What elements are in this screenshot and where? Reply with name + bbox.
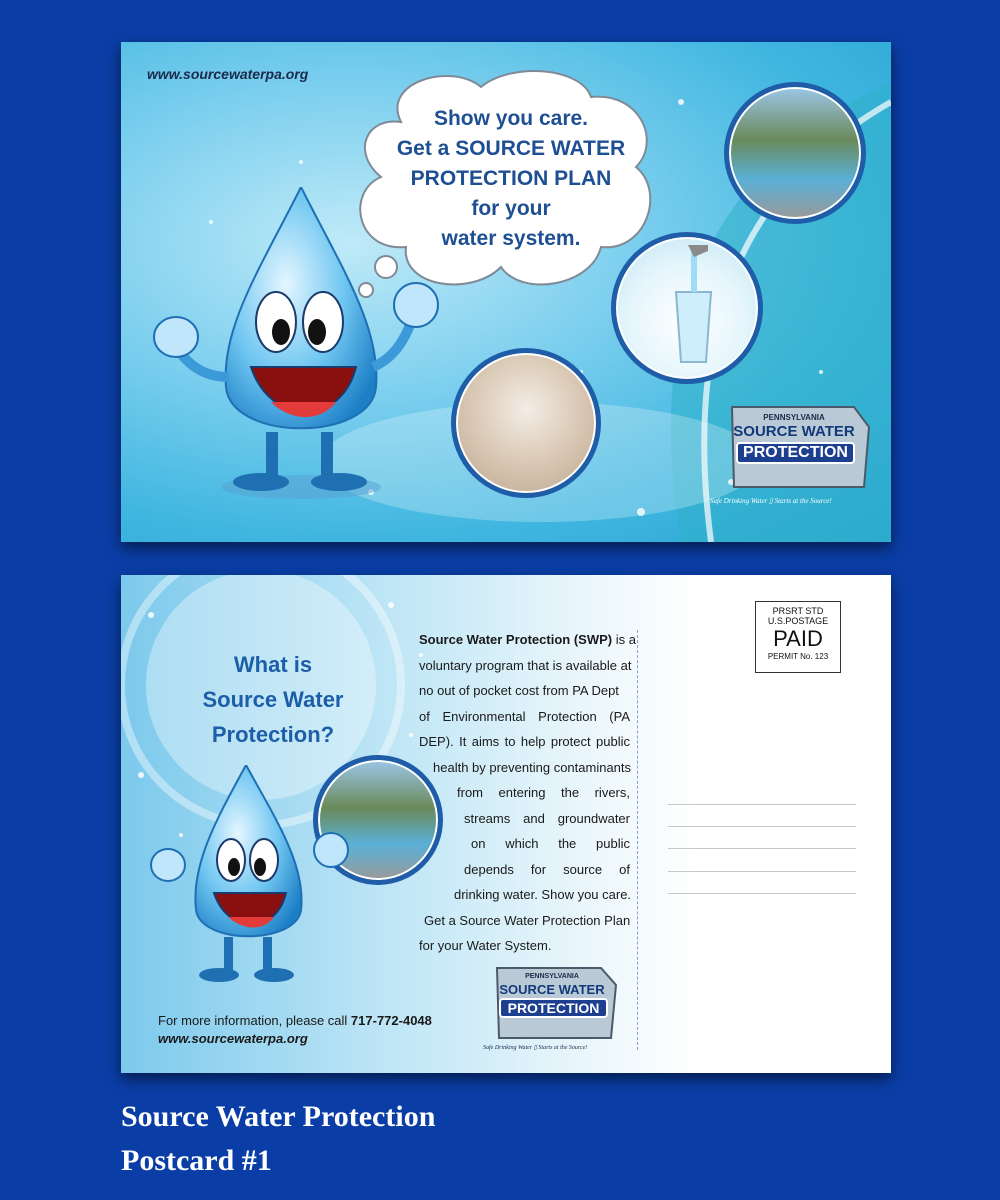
body-line: on which the public [471,836,630,851]
caption-line1: Source Water Protection [121,1100,436,1133]
water-glass-photo [611,232,763,384]
bubble-line: Get a SOURCE WATER [396,137,626,160]
logo-line1: SOURCE WATER [733,423,855,440]
logo-tagline: Safe Drinking Water ▯ Starts at the Source! [710,497,832,505]
logo-line1: SOURCE WATER [499,982,605,997]
stamp-line2: U.S.POSTAGE [767,616,829,626]
body-line: from entering the rivers, [457,785,630,800]
tagline-right: Starts at the Source! [774,497,832,505]
postcard-front [121,42,891,542]
logo-state: PENNSYLVANIA [763,413,825,422]
body-line: no out of pocket cost from PA Dept [419,683,619,698]
address-line [668,826,856,827]
bubble-line: Show you care. [433,107,589,130]
stamp-paid: PAID [773,626,823,651]
back-swp-logo [483,960,621,1070]
address-line [668,871,856,872]
phone-number[interactable]: 717-772-4048 [350,1013,432,1028]
contact-info [158,1013,432,1028]
logo-state: PENNSYLVANIA [525,973,579,980]
body-line: streams and groundwater [464,810,630,826]
tagline-right: Starts at the Source! [538,1045,588,1051]
stamp-line1: PRSRT STD [772,606,824,616]
divider-line [637,630,638,1050]
body-bold: Source Water Protection (SWP) [419,632,613,647]
body-line: of Environmental Protection (PA [419,708,630,724]
logo-line2: PROTECTION [499,998,608,1018]
address-line [668,893,856,894]
body-line: health by preventing contaminants [433,759,632,775]
info-text: For more information, please call [158,1013,351,1028]
mountain-river-photo [724,82,866,224]
bubble-line: PROTECTION PLAN [410,167,612,190]
logo-tagline: Safe Drinking Water ▯ Starts at the Source! [483,1045,588,1051]
address-line [668,804,856,805]
water-drop-mascot-icon [146,765,356,1005]
body-line: is a [612,632,636,647]
address-line [668,848,856,849]
back-website-url[interactable]: www.sourcewaterpa.org [158,1031,308,1046]
back-description [419,627,636,959]
postage-stamp [755,601,841,673]
stamp-permit: PERMIT No. 123 [767,652,829,661]
tagline-left: Safe Drinking Water [483,1045,533,1051]
postcard-back [121,575,891,1073]
water-drop-mascot-icon [151,187,451,517]
title-line: What is [233,652,313,677]
tagline-left: Safe Drinking Water [710,497,768,505]
body-line: Get a Source Water Protection Plan [424,912,631,928]
body-line: voluntary program that is available at [419,657,632,673]
logo-line2: PROTECTION [736,442,855,464]
front-website-url[interactable]: www.sourcewaterpa.org [147,66,309,82]
back-title [173,647,373,752]
family-drinking-water-photo [451,348,601,498]
front-swp-logo [710,397,874,527]
body-line: depends for source of [464,861,630,877]
body-line: drinking water. Show you care. [454,887,632,902]
glass-of-water-icon [616,237,758,379]
title-line: Protection? [211,722,335,747]
bubble-line: for your [471,197,551,220]
title-line: Source Water [202,687,344,712]
caption-line2: Postcard #1 [121,1144,272,1177]
body-line: DEP). It aims to help protect public [419,734,630,749]
body-line: for your Water System. [419,938,552,953]
bubble-line: water system. [441,227,581,250]
